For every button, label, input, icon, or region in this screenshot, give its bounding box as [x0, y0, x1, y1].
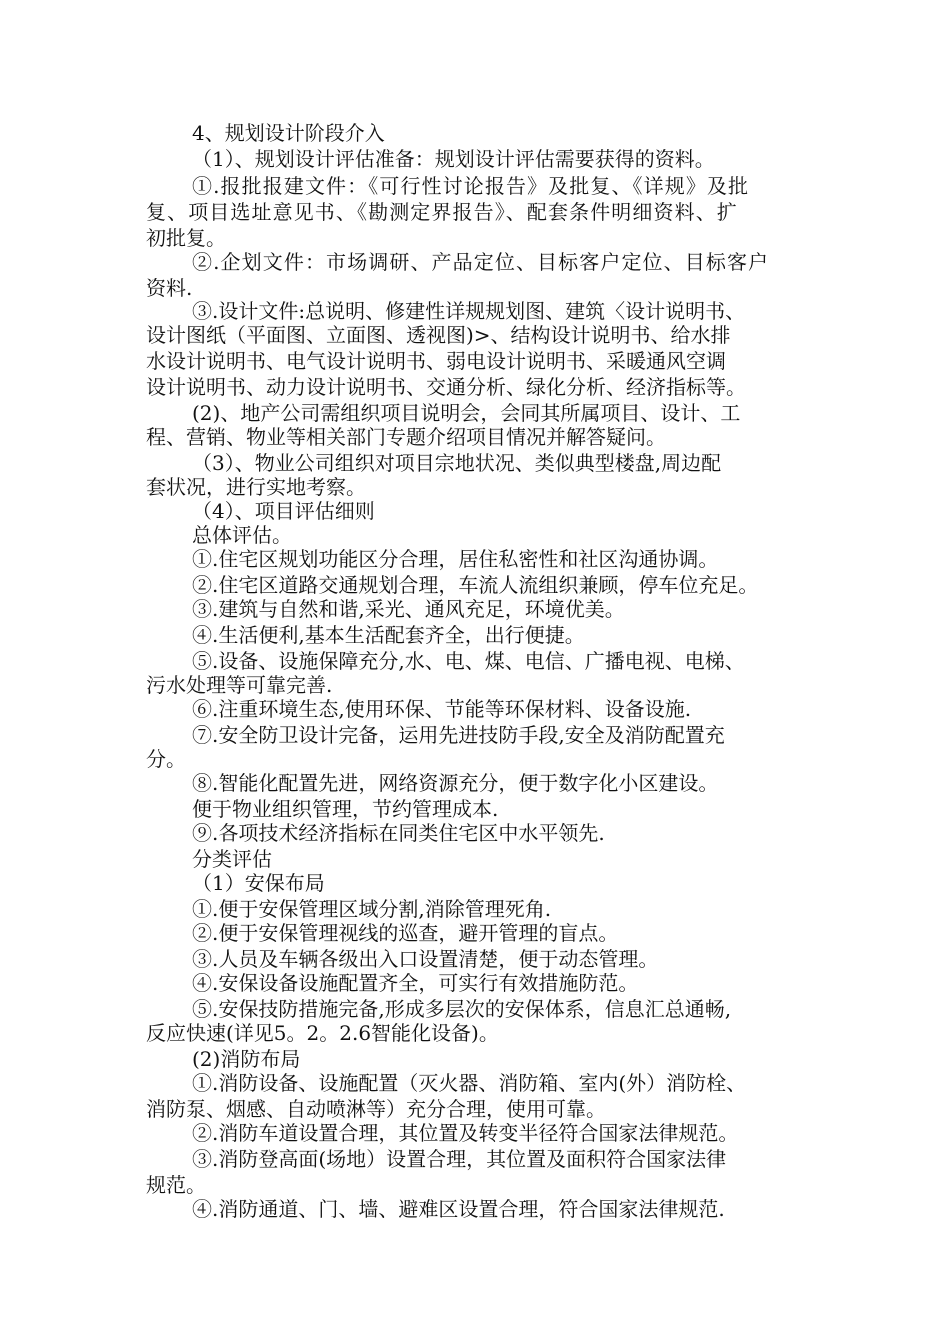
- paragraph-line: ⑥.注重环境生态,使用环保、节能等环保材料、设备设施.: [192, 697, 692, 721]
- paragraph-line: ②.便于安保管理视线的巡查，避开管理的盲点。: [192, 921, 619, 945]
- paragraph-line: 套状况，进行实地考察。: [146, 475, 366, 499]
- paragraph-line: 初批复。: [146, 226, 226, 250]
- paragraph-line: ③.建筑与自然和谐,采光、通风充足，环境优美。: [192, 597, 625, 621]
- paragraph-line: ④.安保设备设施配置齐全，可实行有效措施防范。: [192, 971, 639, 995]
- paragraph-line: 规范。: [146, 1173, 206, 1197]
- paragraph-line: 程、营销、物业等相关部门专题介绍项目情况并解答疑问。: [146, 425, 666, 449]
- paragraph-line: 便于物业组织管理，节约管理成本.: [192, 797, 499, 821]
- section-heading: 4、规划设计阶段介入: [192, 121, 385, 145]
- paragraph-line: ②.企划文件：市场调研、产品定位、目标客户定位、目标客户: [192, 250, 770, 274]
- paragraph-line: ⑦.安全防卫设计完备，运用先进技防手段,安全及消防配置充: [192, 723, 725, 747]
- paragraph-line: 消防泵、烟感、自动喷淋等）充分合理，使用可靠。: [146, 1097, 606, 1121]
- paragraph-line: ⑧.智能化配置先进，网络资源充分，便于数字化小区建设。: [192, 771, 719, 795]
- paragraph-line: ①.报批报建文件：《可行性讨论报告》及批复、《详规》及批: [192, 174, 750, 198]
- paragraph-line: 资料.: [146, 276, 193, 300]
- subheading: 分类评估: [192, 847, 272, 871]
- paragraph-line: ⑤.安保技防措施完备,形成多层次的安保体系，信息汇总通畅,: [192, 997, 732, 1021]
- paragraph-line: 复、项目选址意见书、《勘测定界报告》、配套条件明细资料、扩: [146, 200, 738, 224]
- paragraph-line: ③.设计文件:总说明、修建性详规规划图、建筑〈设计说明书、: [192, 299, 746, 323]
- subheading: （4）、项目评估细则: [192, 499, 375, 523]
- paragraph-line: （1）、规划设计评估准备：规划设计评估需要获得的资料。: [192, 147, 715, 171]
- paragraph-line: ①.住宅区规划功能区分合理，居住私密性和社区沟通协调。: [192, 547, 719, 571]
- paragraph-line: (2)、地产公司需组织项目说明会，会同其所属项目、设计、工: [192, 401, 741, 425]
- subheading: 总体评估。: [192, 523, 292, 547]
- subheading: (2)消防布局: [192, 1047, 301, 1071]
- paragraph-line: ①.便于安保管理区域分割,消除管理死角.: [192, 897, 552, 921]
- paragraph-line: 污水处理等可靠完善.: [146, 673, 333, 697]
- paragraph-line: ⑨.各项技术经济指标在同类住宅区中水平领先.: [192, 821, 605, 845]
- paragraph-line: ②.消防车道设置合理，其位置及转变半径符合国家法律规范。: [192, 1121, 739, 1145]
- paragraph-line: ④.消防通道、门、墙、避难区设置合理，符合国家法律规范.: [192, 1197, 725, 1221]
- paragraph-line: 设计图纸（平面图、立面图、透视图)>、结构设计说明书、给水排: [146, 323, 731, 347]
- paragraph-line: 水设计说明书、电气设计说明书、弱电设计说明书、采暖通风空调: [146, 349, 726, 373]
- paragraph-line: 设计说明书、动力设计说明书、交通分析、绿化分析、经济指标等。: [146, 375, 746, 399]
- paragraph-line: ⑤.设备、设施保障充分,水、电、煤、电信、广播电视、电梯、: [192, 649, 745, 673]
- subheading: （1）安保布局: [192, 871, 325, 895]
- paragraph-line: ③.人员及车辆各级出入口设置清楚，便于动态管理。: [192, 947, 659, 971]
- paragraph-line: ③.消防登高面(场地）设置合理，其位置及面积符合国家法律: [192, 1147, 727, 1171]
- paragraph-line: 反应快速(详见5。2。2.6智能化设备)。: [146, 1021, 499, 1045]
- paragraph-line: 分。: [146, 747, 186, 771]
- paragraph-line: ②.住宅区道路交通规划合理，车流人流组织兼顾，停车位充足。: [192, 573, 759, 597]
- paragraph-line: ④.生活便利,基本生活配套齐全，出行便捷。: [192, 623, 585, 647]
- paragraph-line: ①.消防设备、设施配置（灭火器、消防箱、室内(外）消防栓、: [192, 1071, 747, 1095]
- paragraph-line: （3）、物业公司组织对项目宗地状况、类似典型楼盘,周边配: [192, 451, 722, 475]
